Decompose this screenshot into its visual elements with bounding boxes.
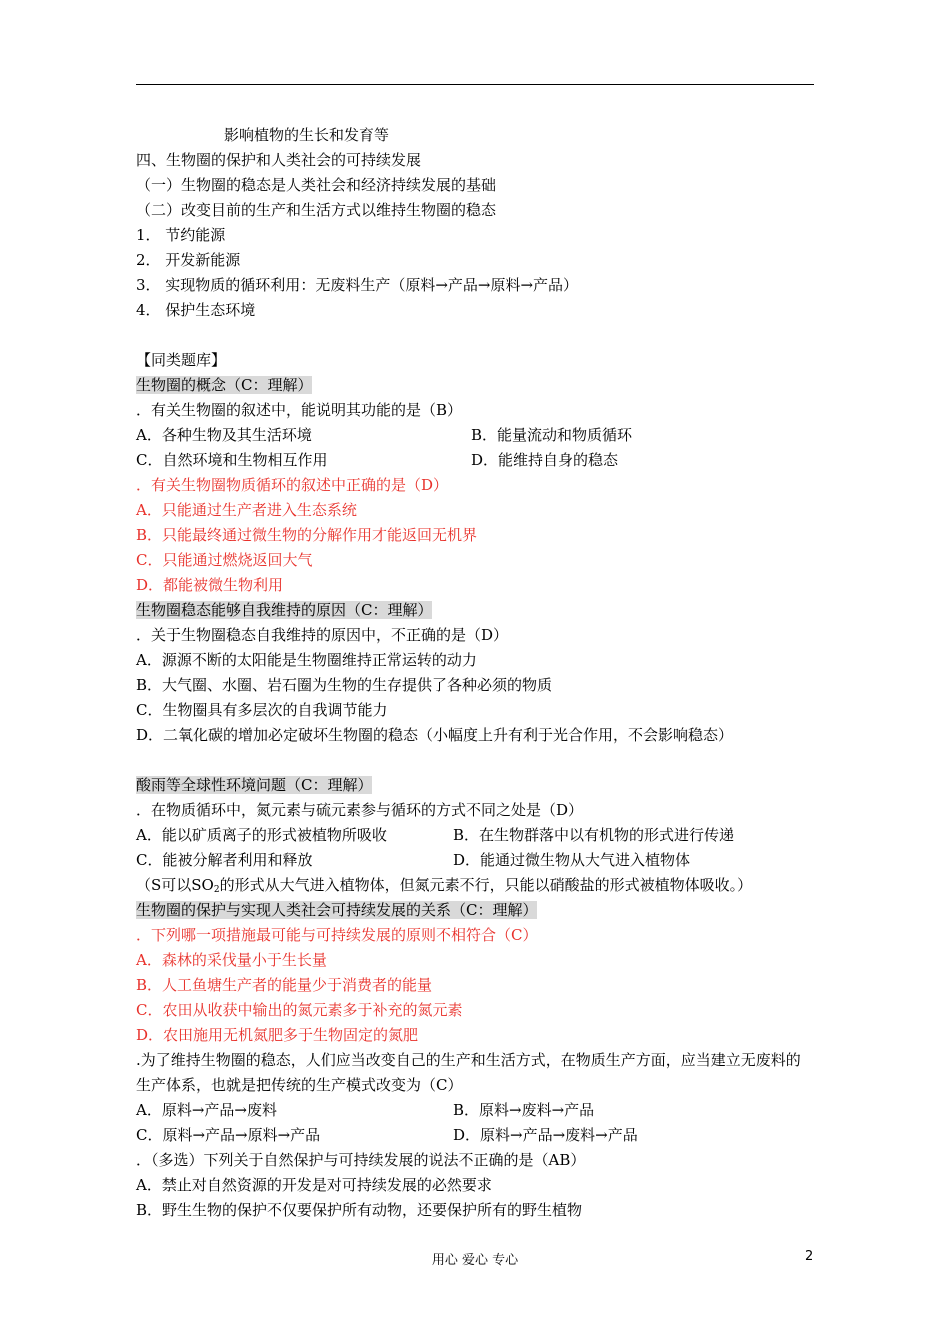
option-row: [136, 1123, 836, 1148]
option: B．原料→废料→产品: [453, 1101, 595, 1119]
option: D．农田施用无机氮肥多于生物固定的氮肥: [136, 1026, 419, 1044]
list-item: 2． 开发新能源: [136, 251, 241, 269]
option: A．森林的采伐量小于生长量: [136, 951, 327, 969]
page-number: 2: [805, 1249, 814, 1264]
option: B．人工鱼塘生产者的能量少于消费者的能量: [136, 976, 433, 994]
option: A．源源不断的太阳能是生物圈维持正常运转的动力: [136, 651, 477, 669]
option-row: [136, 848, 836, 873]
list-item: 3． 实现物质的循环利用：无废料生产（原料→产品→原料→产品）: [136, 276, 579, 294]
topic-heading: 酸雨等全球性环境问题（C：理解）: [136, 776, 373, 794]
option-row: [136, 823, 836, 848]
option: A．只能通过生产者进入生态系统: [136, 501, 357, 519]
option: B．野生生物的保护不仅要保护所有动物，还要保护所有的野生植物: [136, 1201, 583, 1219]
question: ．（多选）下列关于自然保护与可持续发展的说法不正确的是（AB）: [136, 1151, 586, 1169]
topic-heading: 生物圈稳态能够自我维持的原因（C：理解）: [136, 601, 433, 619]
document-body: [136, 123, 836, 1223]
option: A．各种生物及其生活环境: [136, 426, 312, 444]
option: C．农田从收获中输出的氮元素多于补充的氮元素: [136, 1001, 463, 1019]
header-rule: [136, 84, 814, 85]
option: B．能量流动和物质循环: [471, 426, 633, 444]
option: C．原料→产品→原料→产品: [136, 1126, 321, 1144]
text-line: 影响植物的生长和发育等: [224, 126, 390, 144]
option: D．二氧化碳的增加必定破坏生物圈的稳态（小幅度上升有利于光合作用，不会影响稳态）: [136, 726, 734, 744]
option: A．禁止对自然资源的开发是对可持续发展的必然要求: [136, 1176, 492, 1194]
subsection-heading: （一）生物圈的稳态是人类社会和经济持续发展的基础: [136, 176, 497, 194]
option: C．生物圈具有多层次的自我调节能力: [136, 701, 388, 719]
option: A．能以矿质离子的形式被植物所吸收: [136, 826, 387, 844]
question-bank-heading: 【同类题库】: [136, 351, 227, 369]
option: D．能维持自身的稳态: [471, 451, 619, 469]
question: ．有关生物圈的叙述中，能说明其功能的是（B）: [136, 401, 463, 419]
question: .为了维持生物圈的稳态，人们应当改变自己的生产和生活方式，在物质生产方面，应当建立无废料的生产体系，也就是把传统的生产模式改变为（C）: [136, 1051, 801, 1094]
option-row: [136, 1098, 836, 1123]
option: B．大气圈、水圈、岩石圈为生物的生存提供了各种必须的物质: [136, 676, 553, 694]
question: ．在物质循环中，氮元素与硫元素参与循环的方式不同之处是（D）: [136, 801, 584, 819]
option: D．能通过微生物从大气进入植物体: [453, 851, 691, 869]
subsection-heading: （二）改变目前的生产和生活方式以维持生物圈的稳态: [136, 201, 497, 219]
option: C．自然环境和生物相互作用: [136, 451, 328, 469]
option: B．在生物群落中以有机物的形式进行传递: [453, 826, 735, 844]
list-item: 4． 保护生态环境: [136, 301, 256, 319]
option: A．原料→产品→废料: [136, 1101, 277, 1119]
option: C．只能通过燃烧返回大气: [136, 551, 313, 569]
list-item: 1． 节约能源: [136, 226, 226, 244]
topic-heading: 生物圈的保护与实现人类社会可持续发展的关系（C：理解）: [136, 901, 538, 919]
section-heading: 四、生物圈的保护和人类社会的可持续发展: [136, 151, 422, 169]
question: ．有关生物圈物质循环的叙述中正确的是（D）: [136, 476, 449, 494]
option: B．只能最终通过微生物的分解作用才能返回无机界: [136, 526, 478, 544]
option: C．能被分解者利用和释放: [136, 851, 313, 869]
explanation: （S可以$SO_2$的形式从大气进入植物体，但氮元素不行，只能以硝酸盐的形式被植物体吸收。）: [136, 876, 753, 895]
option-row: [136, 448, 836, 473]
option-row: [136, 423, 836, 448]
question: ．下列哪一项措施最可能与可持续发展的原则不相符合（C）: [136, 926, 538, 944]
topic-heading: 生物圈的概念（C：理解）: [136, 376, 313, 394]
option: D．原料→产品→废料→产品: [453, 1126, 638, 1144]
option: D．都能被微生物利用: [136, 576, 284, 594]
question: ．关于生物圈稳态自我维持的原因中，不正确的是（D）: [136, 626, 509, 644]
page-footer: 用心 爱心 专心: [431, 1253, 519, 1268]
